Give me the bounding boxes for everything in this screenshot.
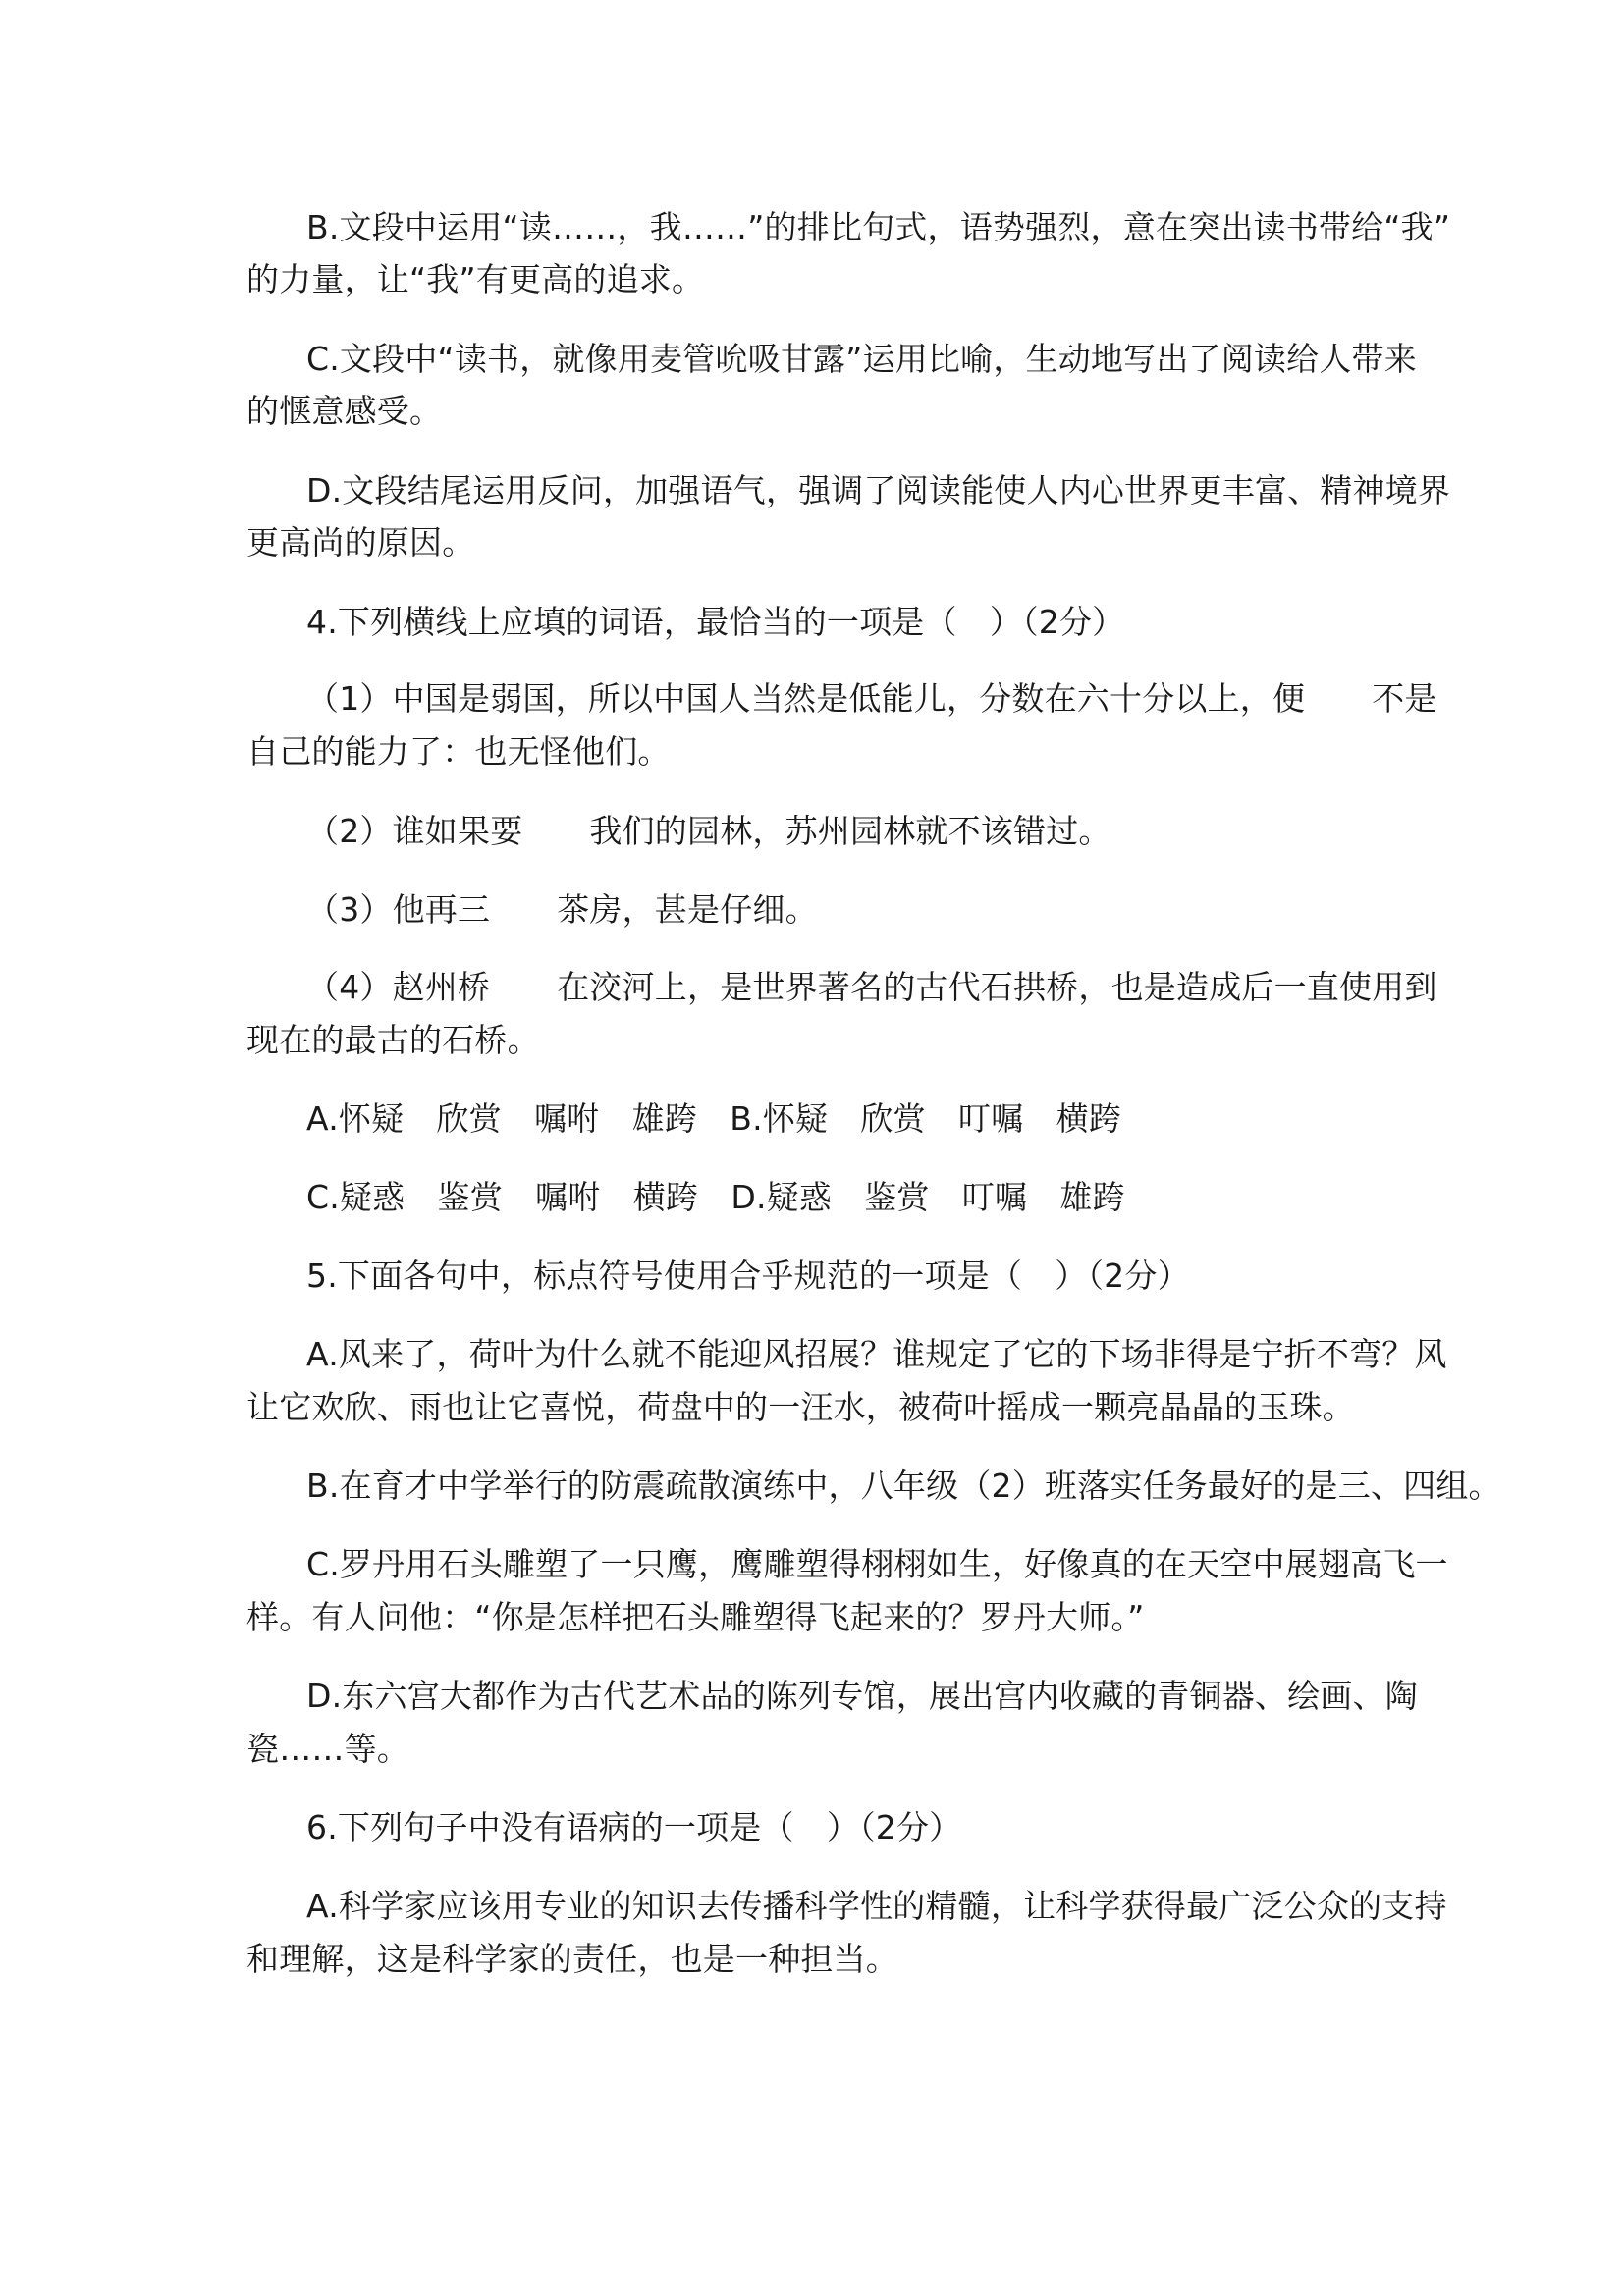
q4-s1-part2: 不是 [1372, 679, 1437, 718]
q5-option-c-line1: C.罗丹用石头雕塑了一只鹰，鹰雕塑得栩栩如生，好像真的在天空中展翅高飞一 [306, 1545, 1448, 1583]
q4-sentence-1-line1 [306, 679, 1437, 719]
q4-s4-part1: （4）赵州桥 [306, 968, 491, 1006]
q4-sentence-2 [306, 812, 1111, 851]
q5-option-a-line2: 让它欢欣、雨也让它喜悦，荷盘中的一汪水，被荷叶摇成一颗亮晶晶的玉珠。 [246, 1388, 1355, 1426]
q4-sentence-4-line2: 现在的最古的石桥。 [246, 1021, 540, 1059]
q4-s1-part1: （1）中国是弱国，所以中国人当然是低能儿，分数在六十分以上，便 [306, 679, 1306, 718]
q5-option-d-line2: 瓷……等。 [246, 1730, 409, 1768]
q4-s2-part2: 我们的园林，苏州园林就不该错过。 [589, 812, 1111, 850]
q3-option-b-line1: B.文段中运用“读……，我……”的排比句式，语势强烈，意在突出读书带给“我” [306, 208, 1451, 246]
q4-sentence-4-line1 [306, 968, 1437, 1007]
q4-stem: 4.下列横线上应填的词语，最恰当的一项是（ ）（2分） [306, 603, 1125, 641]
q5-option-c-line2: 样。有人问他：“你是怎样把石头雕塑得飞起来的？罗丹大师。” [246, 1598, 1145, 1636]
q3-option-d-line1: D.文段结尾运用反问，加强语气，强调了阅读能使人内心世界更丰富、精神境界 [306, 471, 1451, 509]
q5-stem: 5.下面各句中，标点符号使用合乎规范的一项是（ ）（2分） [306, 1256, 1190, 1295]
q4-sentence-3 [306, 890, 818, 930]
q3-option-d-line2: 更高尚的原因。 [246, 523, 475, 561]
q4-s4-part2: 在洨河上，是世界著名的古代石拱桥，也是造成后一直使用到 [557, 968, 1437, 1006]
q4-s3-part1: （3）他再三 [306, 890, 491, 929]
q6-option-a-line2: 和理解，这是科学家的责任，也是一种担当。 [246, 1940, 898, 1978]
q6-option-a-line1: A.科学家应该用专业的知识去传播科学性的精髓，让科学获得最广泛公众的支持 [306, 1887, 1447, 1925]
q5-option-b-line1: B.在育才中学举行的防震疏散演练中，八年级（2）班落实任务最好的是三、四组。 [306, 1467, 1501, 1505]
q4-s3-part2: 茶房，甚是仔细。 [557, 890, 818, 929]
q4-options-ab: A.怀疑 欣赏 嘱咐 雄跨 B.怀疑 欣赏 叮嘱 横跨 [306, 1099, 1122, 1138]
q5-option-d-line1: D.东六宫大都作为古代艺术品的陈列专馆，展出宫内收藏的青铜器、绘画、陶 [306, 1677, 1418, 1715]
q4-options-cd: C.疑惑 鉴赏 嘱咐 横跨 D.疑惑 鉴赏 叮嘱 雄跨 [306, 1178, 1125, 1216]
q5-option-a-line1: A.风来了，荷叶为什么就不能迎风招展？谁规定了它的下场非得是宁折不弯？风 [306, 1335, 1447, 1373]
q3-option-b-line2: 的力量，让“我”有更高的追求。 [246, 260, 705, 298]
q4-sentence-1-line2: 自己的能力了：也无怪他们。 [246, 732, 671, 771]
q3-option-c-line2: 的惬意感受。 [246, 392, 443, 430]
q3-option-c-line1: C.文段中“读书，就像用麦管吮吸甘露”运用比喻，生动地写出了阅读给人带来 [306, 340, 1417, 378]
q4-s2-part1: （2）谁如果要 [306, 812, 523, 850]
q6-stem: 6.下列句子中没有语病的一项是（ ）（2分） [306, 1808, 962, 1846]
